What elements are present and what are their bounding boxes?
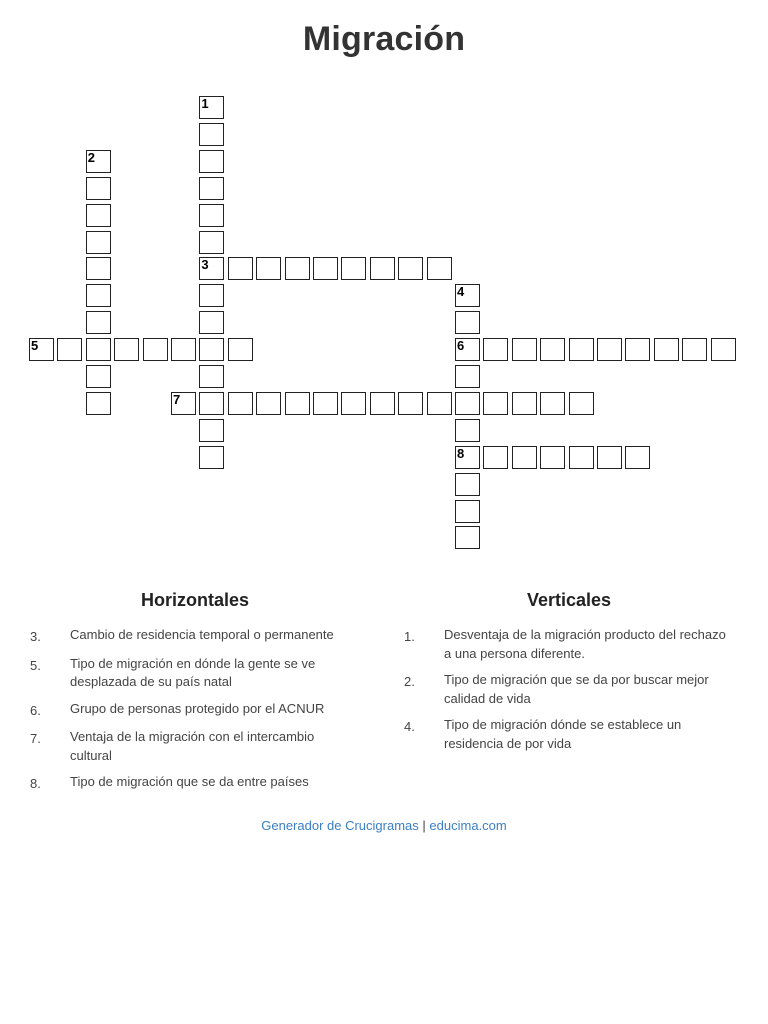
grid-cell[interactable] bbox=[199, 123, 224, 146]
clue-text: Tipo de migración en dónde la gente se ve desplazada de su país natal bbox=[70, 655, 316, 689]
grid-cell[interactable] bbox=[455, 392, 480, 415]
grid-cell[interactable] bbox=[86, 338, 111, 361]
clue-item bbox=[30, 728, 370, 765]
grid-cell[interactable] bbox=[455, 500, 480, 523]
grid-cell[interactable] bbox=[86, 231, 111, 254]
grid-cell[interactable] bbox=[199, 150, 224, 173]
grid-cell[interactable] bbox=[398, 392, 423, 415]
grid-cell[interactable] bbox=[256, 392, 281, 415]
cell-number: 5 bbox=[31, 338, 39, 354]
grid-cell[interactable] bbox=[171, 392, 196, 415]
grid-cell[interactable] bbox=[370, 392, 395, 415]
grid-cell[interactable] bbox=[569, 392, 594, 415]
grid-cell[interactable] bbox=[625, 338, 650, 361]
clue-item bbox=[30, 773, 370, 794]
grid-cell[interactable] bbox=[682, 338, 707, 361]
clue-text: Tipo de migración que se da por buscar mejor calidad de vida bbox=[444, 672, 709, 706]
grid-cell[interactable] bbox=[199, 177, 224, 200]
clue-item bbox=[404, 626, 744, 663]
grid-cell[interactable] bbox=[512, 338, 537, 361]
cell-number: 1 bbox=[201, 96, 209, 111]
clue-number: 2. bbox=[404, 674, 415, 689]
grid-cell[interactable] bbox=[114, 338, 139, 361]
across-title: Horizontales bbox=[140, 590, 250, 610]
grid-cell[interactable] bbox=[654, 338, 679, 361]
grid-cell[interactable] bbox=[313, 257, 338, 280]
clue-number: 3. bbox=[30, 629, 41, 644]
grid-cell[interactable] bbox=[199, 284, 224, 307]
down-clue-list bbox=[404, 626, 744, 761]
grid-cell[interactable] bbox=[285, 392, 310, 415]
grid-cell[interactable] bbox=[199, 204, 224, 227]
cell-number: 3 bbox=[201, 257, 209, 273]
grid-cell[interactable] bbox=[199, 446, 224, 469]
clue-text: Ventaja de la migración con el intercambio cultural bbox=[70, 729, 315, 763]
clue-item bbox=[404, 716, 744, 753]
page-title: Migración bbox=[302, 20, 466, 58]
grid-cell[interactable] bbox=[625, 446, 650, 469]
grid-cell[interactable] bbox=[512, 446, 537, 469]
grid-cell[interactable] bbox=[398, 257, 423, 280]
grid-cell[interactable] bbox=[569, 446, 594, 469]
grid-cell[interactable] bbox=[313, 392, 338, 415]
grid-cell[interactable] bbox=[199, 231, 224, 254]
clue-number: 7. bbox=[30, 731, 41, 746]
grid-cell[interactable] bbox=[256, 257, 281, 280]
grid-cell[interactable] bbox=[199, 311, 224, 334]
footer-separator: | bbox=[422, 818, 426, 833]
footer bbox=[0, 818, 768, 833]
generator-link[interactable]: Generador de Crucigramas bbox=[261, 818, 419, 833]
grid-cell[interactable] bbox=[483, 446, 508, 469]
grid-cell[interactable] bbox=[540, 338, 565, 361]
grid-cell[interactable] bbox=[341, 392, 366, 415]
grid-cell[interactable] bbox=[86, 204, 111, 227]
clue-item bbox=[30, 626, 370, 647]
clue-text: Tipo de migración que se da entre países bbox=[70, 774, 309, 789]
grid-cell[interactable] bbox=[427, 257, 452, 280]
grid-cell[interactable] bbox=[512, 392, 537, 415]
clue-item bbox=[30, 655, 370, 692]
cell-number: 7 bbox=[173, 391, 181, 407]
grid-cell[interactable] bbox=[143, 338, 168, 361]
grid-cell[interactable] bbox=[370, 257, 395, 280]
grid-cell[interactable] bbox=[199, 419, 224, 442]
grid-cell[interactable] bbox=[228, 257, 253, 280]
across-clue-list bbox=[30, 626, 370, 802]
down-title: Verticales bbox=[526, 590, 612, 610]
grid-cell[interactable] bbox=[455, 473, 480, 496]
grid-cell[interactable] bbox=[228, 392, 253, 415]
grid-cell[interactable] bbox=[597, 338, 622, 361]
grid-cell[interactable] bbox=[86, 257, 111, 280]
site-link[interactable]: educima.com bbox=[429, 818, 507, 833]
grid-cell[interactable] bbox=[341, 257, 366, 280]
grid-cell[interactable] bbox=[455, 284, 480, 307]
grid-cell[interactable] bbox=[199, 257, 224, 280]
clue-item bbox=[30, 700, 370, 721]
grid-cell[interactable] bbox=[455, 365, 480, 388]
grid-cell[interactable] bbox=[455, 338, 480, 361]
clue-text: Tipo de migración dónde se establece un residencia de por vida bbox=[444, 717, 682, 751]
grid-cell[interactable] bbox=[569, 338, 594, 361]
cell-number: 2 bbox=[87, 149, 96, 165]
cell-number: 8 bbox=[457, 445, 465, 461]
grid-cell[interactable] bbox=[86, 365, 111, 388]
grid-cell[interactable] bbox=[483, 338, 508, 361]
cell-number: 4 bbox=[457, 284, 465, 300]
grid-cell[interactable] bbox=[427, 392, 452, 415]
grid-cell[interactable] bbox=[540, 392, 565, 415]
grid-cell[interactable] bbox=[86, 311, 111, 334]
grid-cell[interactable] bbox=[199, 365, 224, 388]
grid-cell[interactable] bbox=[57, 338, 82, 361]
grid-cell[interactable] bbox=[597, 446, 622, 469]
clue-number: 8. bbox=[30, 776, 41, 791]
clue-text: Cambio de residencia temporal o permanente bbox=[70, 627, 334, 642]
grid-cell[interactable] bbox=[86, 177, 111, 200]
clue-number: 5. bbox=[30, 657, 41, 673]
grid-cell[interactable] bbox=[86, 150, 111, 173]
grid-cell[interactable] bbox=[455, 419, 480, 442]
grid-cell[interactable] bbox=[455, 526, 480, 549]
grid-cell[interactable] bbox=[171, 338, 196, 361]
clue-item bbox=[404, 671, 744, 708]
clue-number: 1. bbox=[404, 629, 415, 644]
grid-cell[interactable] bbox=[199, 392, 224, 415]
grid-cell[interactable] bbox=[29, 338, 54, 361]
grid-cell[interactable] bbox=[455, 446, 480, 469]
grid-cell[interactable] bbox=[540, 446, 565, 469]
clue-text: Grupo de personas protegido por el ACNUR bbox=[70, 700, 325, 716]
grid-cell[interactable] bbox=[86, 284, 111, 307]
grid-cell[interactable] bbox=[228, 338, 253, 361]
cell-number: 6 bbox=[457, 338, 465, 354]
grid-cell[interactable] bbox=[455, 311, 480, 334]
grid-cell[interactable] bbox=[199, 96, 224, 119]
grid-cell[interactable] bbox=[86, 392, 111, 415]
clue-number: 4. bbox=[404, 719, 415, 734]
clue-text: Desventaja de la migración producto del rechazo a una persona diferente. bbox=[444, 627, 726, 661]
grid-cell[interactable] bbox=[199, 338, 224, 361]
grid-cell[interactable] bbox=[285, 257, 310, 280]
grid-cell[interactable] bbox=[711, 338, 736, 361]
grid-cell[interactable] bbox=[483, 392, 508, 415]
clue-number: 6. bbox=[30, 702, 41, 718]
